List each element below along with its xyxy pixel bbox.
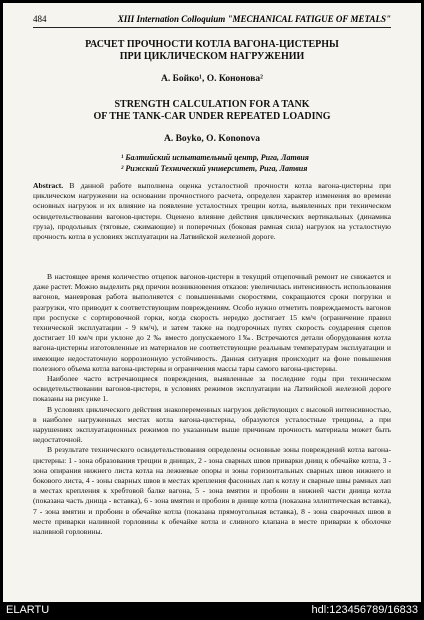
abstract-label: Abstract. [33, 181, 64, 190]
repository-name: ELARTU [6, 604, 50, 616]
authors-en: A. Boyko, O. Kononova [163, 134, 261, 144]
viewer-footer [0, 602, 424, 620]
authors-ru: А. Бойко¹, О. Кононова² [160, 74, 264, 84]
running-header [33, 13, 391, 28]
title-en-line-1: STRENGTH CALCULATION FOR A TANK [114, 99, 310, 110]
abstract-text: В данной работе выполнена оценка усталостной прочности котла вагона-цистерны при циклическом нагружении на основании прочностного расчета, определен характер изменения во времени основных нагрузок и их влияние на появление усталостных трещин котла, выявленных при техническом освидетельствовании вагонов-цистерн. Оценено влияние действия циклических вертикальных (динамика груза), продольных (тяговые, сжимающие) и поперечных (боковая рамная сила) нагрузок на усталостную прочность котла в условиях эксплуатации на Латвийской железной дороге. [33, 181, 392, 242]
handle-link[interactable]: hdl:123456789/16833 [311, 604, 418, 616]
running-title: XIII Internation Colloquium "MECHANICAL FATIGUE OF METALS" [117, 14, 391, 24]
page-number: 484 [33, 14, 47, 24]
title-en-line-2: OF THE TANK-CAR UNDER REPEATED LOADING [93, 111, 331, 122]
paragraph: В условиях циклического действия знакопеременных нагрузок действующих с высокой интенсивностью, в наиболее нагруженных местах котла вагона-цистерны, образуются усталостные трещины, а при нарушениях эксплуатационных режимов по указанным выше причинам прочность материала может быть недостаточной. [33, 404, 391, 445]
affiliation-2: ² Рижский Технический университет, Рига, Латвия [121, 164, 308, 173]
paragraph: В настоящее время количество отцепок вагонов-цистерн в текущий отцепочный ремонт не снижается и даже растет. Можно выделить ряд причин возникновения отказов: увеличилась интенсивность использования вагонов, маневровая работа выполняется с повышенными скоростями, сокращаются сроки погрузки и разгрузки, что приводит к соответствующим повреждениям. Особо нужно отметить повреждаемость вагонов при роспуске с сортировочной горки, когда скорость нередко достигает 15 км/ч (ограничение правил технической эксплуатации - 9 км/ч), и затем также на подгорочных путях скорость соударения сцепов достигает 10 км/ч при уклоне до 2 ‰ вместо допускаемого 1‰. Встречаются детали оборудования котла вагона-цистерны изготовленные из материалов не соответствующие реальным температурам эксплуатации и имеющие недостаточную коррозионную устойчивость. Данная ситуация происходит на фоне повышения полезного объема котла вагона-цистерны и ограничения массы тары самого вагона-цистерны. [33, 272, 391, 373]
main-text [33, 272, 391, 537]
paragraph: В результате технического освидетельствования определены основные зоны повреждений котла вагона-цистерны: 1 - зона образования трещин в днищах, 2 - зона сварных швов приварки днищ к обечайке котла, 3 - зона опирания нижнего листа котла на лежневые опоры и зоны горизонтальных сварных швов нижнего и бокового листа, 4 - зоны сварных швов в местах крепления фасонных лап к котлу и сварные швы рамных лап в местах крепления к хребтовой балке вагона, 5 - зона вмятин и пробоин в нижней части днища котла (показана часть днища - вставка), 6 - зона вмятин и пробоин в днище котла (показана эллиптическая вставка), 7 - зона вмятин и пробоин в обечайке котла (показана прямоугольная вставка), 8 - зона сварочных швов в месте приварки наливной горловины к обечайке котла и сливного клапана в месте приварки к оболочке наливной горловины. [33, 445, 391, 537]
abstract [33, 181, 391, 242]
document-page [3, 3, 421, 602]
title-ru-line-2: ПРИ ЦИКЛИЧЕСКОМ НАГРУЖЕНИИ [119, 51, 305, 62]
paragraph: Наиболее часто встречающиеся повреждения, выявленные за последние годы при техническом освидетельствовании вагонов-цистерн, в условиях режимов эксплуатации на Латвийской железной дороге показаны на рисунке 1. [33, 374, 391, 404]
title-ru-line-1: РАСЧЕТ ПРОЧНОСТИ КОТЛА ВАГОНА-ЦИСТЕРНЫ [85, 39, 339, 50]
affiliation-1: ¹ Балтийский испытательный центр, Рига, Латвия [121, 153, 309, 162]
